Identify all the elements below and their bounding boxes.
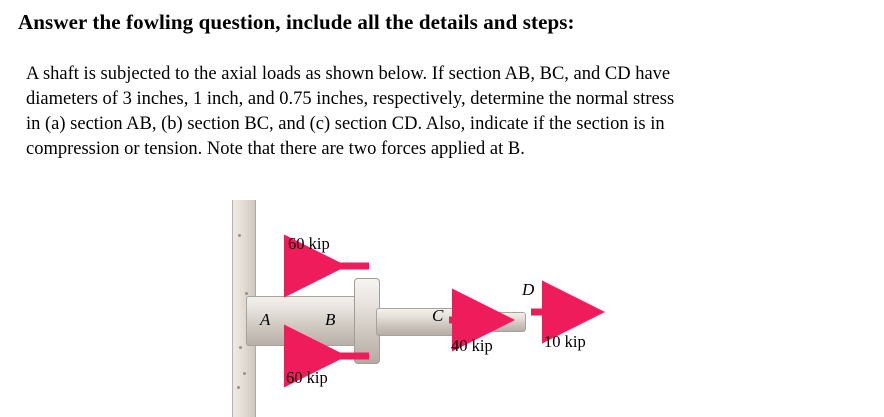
label-force-60kip-bottom: 60 kip: [286, 368, 328, 387]
paragraph-line-4: compression or tension. Note that there are two forces applied at B.: [26, 139, 525, 159]
paragraph-line-2: diameters of 3 inches, 1 inch, and 0.75 inches, respectively, determine the normal stress: [26, 89, 675, 109]
label-force-40kip: 40 kip: [451, 336, 493, 355]
page-title: Answer the fowling question, include all the details and steps:: [18, 10, 575, 34]
label-point-d: D: [522, 280, 535, 299]
label-force-60kip-top: 60 kip: [288, 234, 330, 253]
paragraph-line-3: in (a) section AB, (b) section BC, and (c) section CD. Also, indicate if the section is in: [26, 114, 665, 134]
label-point-a: A: [260, 310, 271, 329]
paragraph-line-1: A shaft is subjected to the axial loads as shown below. If section AB, BC, and CD have: [26, 64, 671, 84]
label-point-b: B: [325, 310, 336, 329]
label-force-10kip: 10 kip: [544, 332, 586, 351]
label-point-c: C: [432, 306, 444, 325]
shaft-diagram: [186, 200, 701, 417]
force-arrows: [186, 200, 701, 417]
question-paragraph: [26, 62, 871, 162]
